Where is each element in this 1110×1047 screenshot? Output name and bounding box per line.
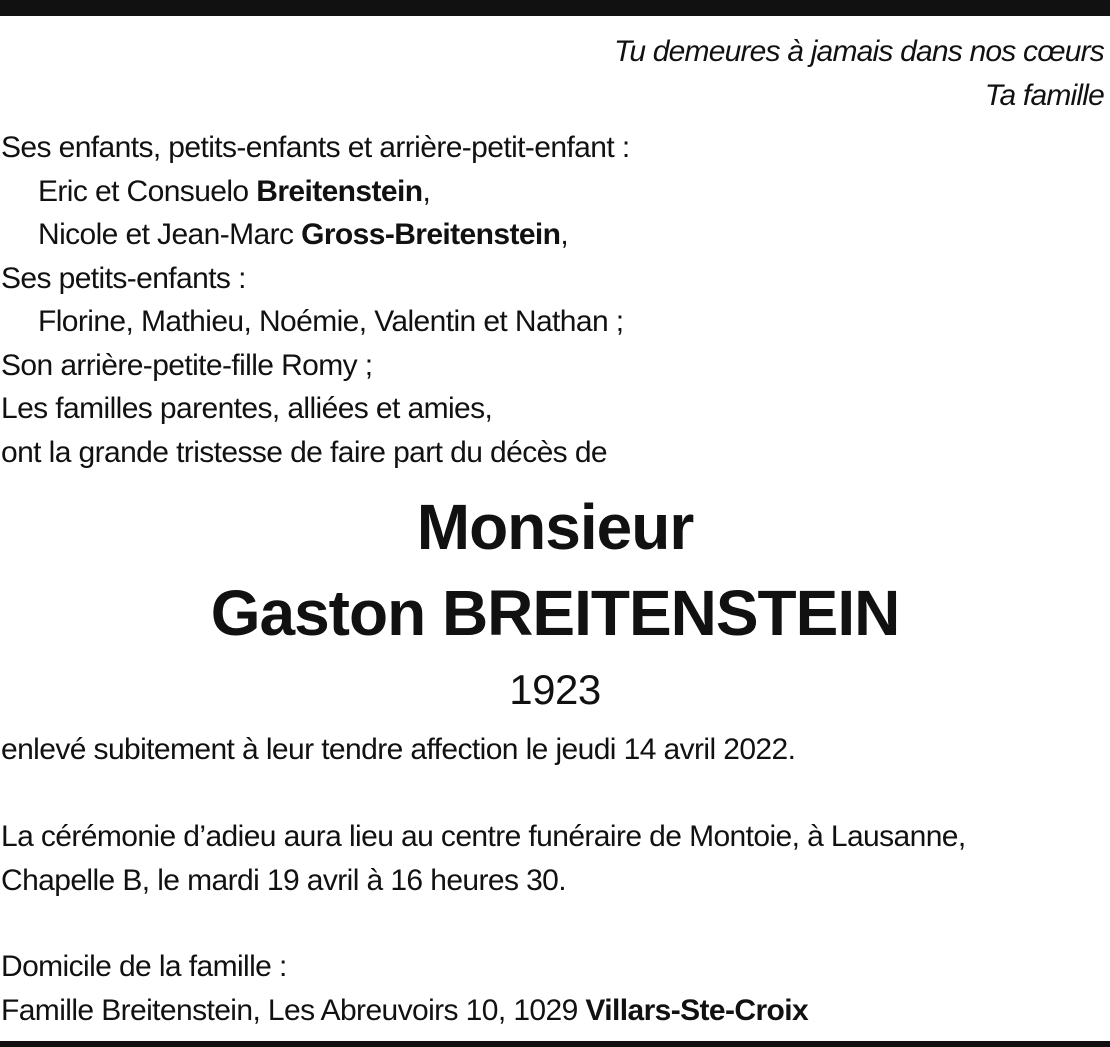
- epigraph-line: Tu demeures à jamais dans nos cœurs: [614, 35, 1104, 68]
- punctuation: ,: [560, 218, 569, 251]
- child-first-names: Eric et Consuelo: [38, 174, 257, 208]
- bottom-rule: [0, 1041, 1110, 1047]
- family-domicile: [1, 945, 808, 1032]
- family-list: [1, 126, 630, 474]
- child-surname: Breitenstein: [256, 174, 423, 208]
- epigraph: [614, 30, 1104, 118]
- grandchildren-names: Florine, Mathieu, Noémie, Valentin et Nathan ;: [38, 305, 624, 338]
- ceremony-line: Chapelle B, le mardi 19 avril à 16 heures 30.: [1, 863, 567, 897]
- announcement-intro: ont la grande tristesse de faire part du décès de: [1, 435, 607, 469]
- death-notice-line: enlevé subitement à leur tendre affection le jeudi 14 avril 2022.: [1, 733, 796, 766]
- domicile-heading: Domicile de la famille :: [1, 950, 287, 983]
- ceremony-line: La cérémonie d’adieu aura lieu au centre funéraire de Montoie, à Lausanne,: [1, 820, 966, 853]
- relatives: Les familles parentes, alliées et amies,: [1, 392, 493, 425]
- top-rule: [0, 0, 1110, 16]
- children-heading: Ses enfants, petits-enfants et arrière-petit-enfant :: [1, 131, 630, 164]
- epigraph-signature: Ta famille: [984, 79, 1104, 112]
- birth-year: 1923: [509, 666, 601, 713]
- locality: Villars-Ste-Croix: [585, 993, 809, 1027]
- child-entry: [1, 213, 630, 257]
- deceased-name: Gaston BREITENSTEIN: [210, 577, 900, 649]
- ceremony-details: [1, 815, 966, 902]
- punctuation: ,: [422, 174, 431, 208]
- grandchildren-heading: Ses petits-enfants :: [1, 261, 246, 295]
- child-entry: [1, 170, 630, 214]
- child-surname: Gross-Breitenstein: [301, 218, 561, 251]
- child-first-names: Nicole et Jean-Marc: [38, 218, 302, 251]
- deceased-title: Monsieur: [416, 491, 694, 563]
- domicile-address: [1, 989, 808, 1033]
- address-text: Famille Breitenstein, Les Abreuvoirs 10, 1029: [1, 993, 586, 1027]
- great-granddaughter: Son arrière-petite-fille Romy ;: [1, 348, 373, 382]
